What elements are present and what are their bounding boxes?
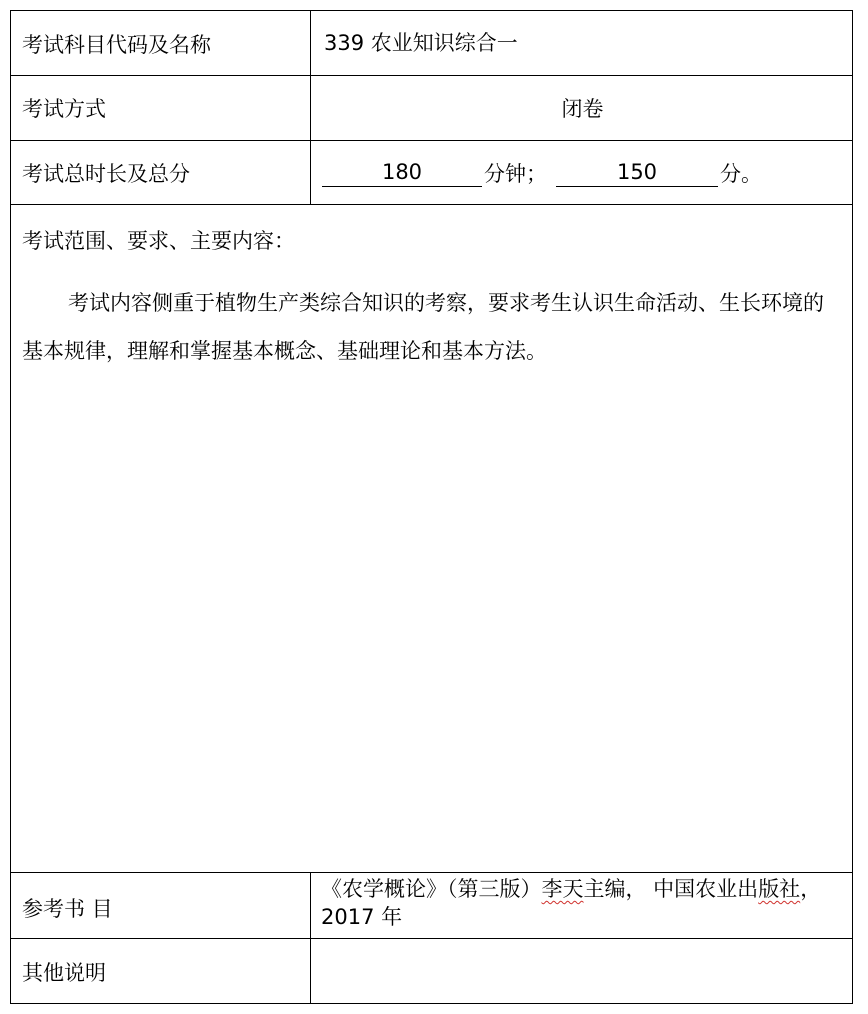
references-label: 参考书 目 <box>22 897 113 921</box>
references-text-part: 主编， 中国农业出 <box>583 877 759 901</box>
references-text-part: ，2017 年 <box>321 877 822 929</box>
row-divider <box>11 938 852 939</box>
row-divider <box>11 204 852 205</box>
row-divider <box>11 75 852 76</box>
score-unit: 分。 <box>720 162 762 186</box>
duration-label: 考试总时长及总分 <box>22 162 190 186</box>
format-label: 考试方式 <box>22 97 106 121</box>
format-value: 闭卷 <box>561 97 604 121</box>
notes-label: 其他说明 <box>22 961 106 985</box>
score-value: 150 <box>556 158 718 187</box>
scope-label: 考试范围、要求、主要内容： <box>22 229 295 253</box>
minutes-value: 180 <box>322 158 482 187</box>
scope-content: 考试内容侧重于植物生产类综合知识的考察，要求考生认识生命活动、生长环境的基本规律，理解和掌握基本概念、基础理论和基本方法。 <box>22 291 824 363</box>
row-divider <box>11 872 852 873</box>
references-text-part: 《农学概论》（第三版） <box>321 877 542 901</box>
exam-info-table <box>10 10 853 1004</box>
references-value <box>321 875 841 931</box>
references-author: 李天 <box>541 877 584 901</box>
column-divider <box>310 872 311 1004</box>
subject-value: 339 农业知识综合一 <box>324 31 518 55</box>
row-divider <box>11 140 852 141</box>
references-publisher-tail: 版社 <box>758 877 801 901</box>
subject-label: 考试科目代码及名称 <box>22 33 211 57</box>
minutes-unit: 分钟； <box>484 162 547 186</box>
